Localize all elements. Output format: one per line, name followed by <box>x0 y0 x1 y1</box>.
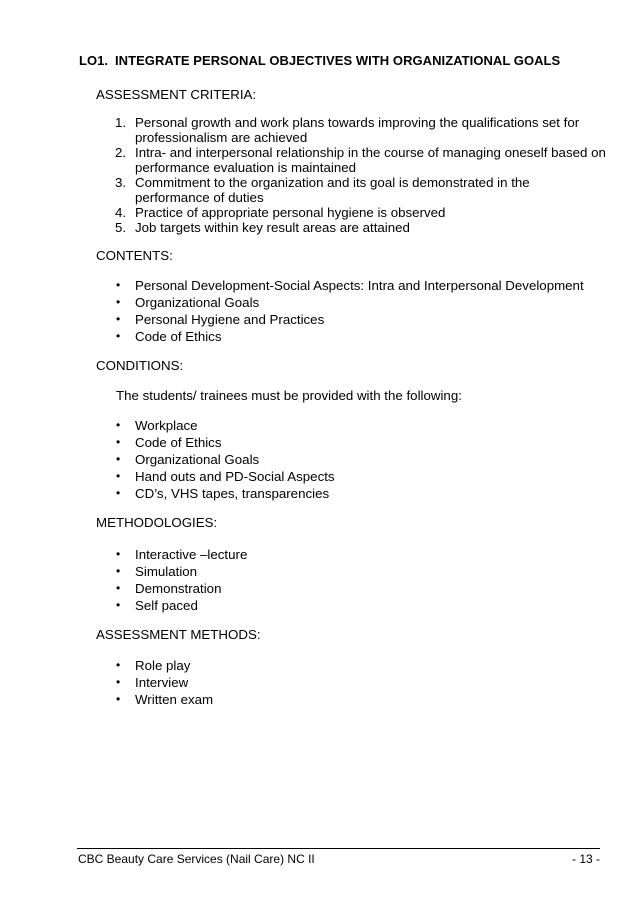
page-title <box>79 53 560 68</box>
item-text: Interview <box>135 675 189 690</box>
assessment-criteria-heading: ASSESSMENT CRITERIA: <box>96 87 257 102</box>
list-item <box>96 434 606 451</box>
item-text: Demonstration <box>135 581 222 596</box>
list-item <box>96 417 606 434</box>
list-item <box>96 145 606 175</box>
list-item <box>96 563 606 580</box>
list-item <box>96 674 606 691</box>
item-text: Intra- and interpersonal relationship in the course of managing oneself based on performance evaluation is maintained <box>135 145 606 175</box>
bullet-icon: • <box>116 581 121 595</box>
bullet-icon: • <box>116 295 121 309</box>
footer-document-title: CBC Beauty Care Services (Nail Care) NC II <box>78 852 315 866</box>
item-text: Personal Hygiene and Practices <box>135 312 325 327</box>
item-text: Practice of appropriate personal hygiene is observed <box>135 205 446 220</box>
list-item <box>96 468 606 485</box>
bullet-icon: • <box>116 278 121 292</box>
assessment-methods-heading: ASSESSMENT METHODS: <box>96 627 261 642</box>
bullet-icon: • <box>116 692 121 706</box>
footer-divider <box>77 848 600 849</box>
list-item <box>96 546 606 563</box>
item-text: Self paced <box>135 598 198 613</box>
item-text: Code of Ethics <box>135 329 222 344</box>
item-number: 1. <box>115 115 127 130</box>
item-text: Personal growth and work plans towards improving the qualifications set for professionalism are achieved <box>135 115 580 145</box>
list-item <box>96 580 606 597</box>
bullet-icon: • <box>116 452 121 466</box>
item-text: Code of Ethics <box>135 435 222 450</box>
list-item <box>96 311 606 328</box>
list-item <box>96 277 606 294</box>
item-text: Personal Development-Social Aspects: Intra and Interpersonal Development <box>135 278 584 293</box>
list-item <box>96 485 606 502</box>
footer-page-number: - 13 - <box>571 852 600 866</box>
bullet-icon: • <box>116 312 121 326</box>
methodologies-list <box>96 546 606 614</box>
list-item <box>96 328 606 345</box>
item-text: Workplace <box>135 418 198 433</box>
bullet-icon: • <box>116 469 121 483</box>
item-text: Written exam <box>135 692 214 707</box>
list-item <box>96 205 606 220</box>
contents-list <box>96 277 606 345</box>
list-item <box>96 220 606 235</box>
title-text: INTEGRATE PERSONAL OBJECTIVES WITH ORGANIZATIONAL GOALS <box>115 53 561 68</box>
list-item <box>96 175 606 205</box>
item-text: Simulation <box>135 564 198 579</box>
assessment-methods-list <box>96 657 606 708</box>
item-text: Organizational Goals <box>135 295 260 310</box>
item-text: Hand outs and PD-Social Aspects <box>135 469 335 484</box>
list-item <box>96 451 606 468</box>
bullet-icon: • <box>116 675 121 689</box>
item-text: Interactive –lecture <box>135 547 248 562</box>
list-item <box>96 115 606 145</box>
bullet-icon: • <box>116 329 121 343</box>
bullet-icon: • <box>116 435 121 449</box>
title-number: LO1. <box>79 53 109 68</box>
item-number: 2. <box>115 145 127 160</box>
contents-heading: CONTENTS: <box>96 248 173 263</box>
bullet-icon: • <box>116 418 121 432</box>
item-number: 4. <box>115 205 127 220</box>
bullet-icon: • <box>116 658 121 672</box>
item-text: Job targets within key result areas are attained <box>135 220 410 235</box>
item-text: Commitment to the organization and its goal is demonstrated in the performance of duties <box>135 175 530 205</box>
list-item <box>96 657 606 674</box>
list-item <box>96 597 606 614</box>
conditions-intro: The students/ trainees must be provided with the following: <box>116 388 462 403</box>
item-text: CD’s, VHS tapes, transparencies <box>135 486 330 501</box>
bullet-icon: • <box>116 564 121 578</box>
list-item <box>96 294 606 311</box>
item-number: 5. <box>115 220 127 235</box>
bullet-icon: • <box>116 598 121 612</box>
bullet-icon: • <box>116 547 121 561</box>
list-item <box>96 691 606 708</box>
methodologies-heading: METHODOLOGIES: <box>96 515 218 530</box>
item-number: 3. <box>115 175 127 190</box>
conditions-list <box>96 417 606 502</box>
conditions-heading: CONDITIONS: <box>96 358 184 373</box>
assessment-criteria-list <box>96 115 606 235</box>
bullet-icon: • <box>116 486 121 500</box>
item-text: Role play <box>135 658 191 673</box>
item-text: Organizational Goals <box>135 452 260 467</box>
